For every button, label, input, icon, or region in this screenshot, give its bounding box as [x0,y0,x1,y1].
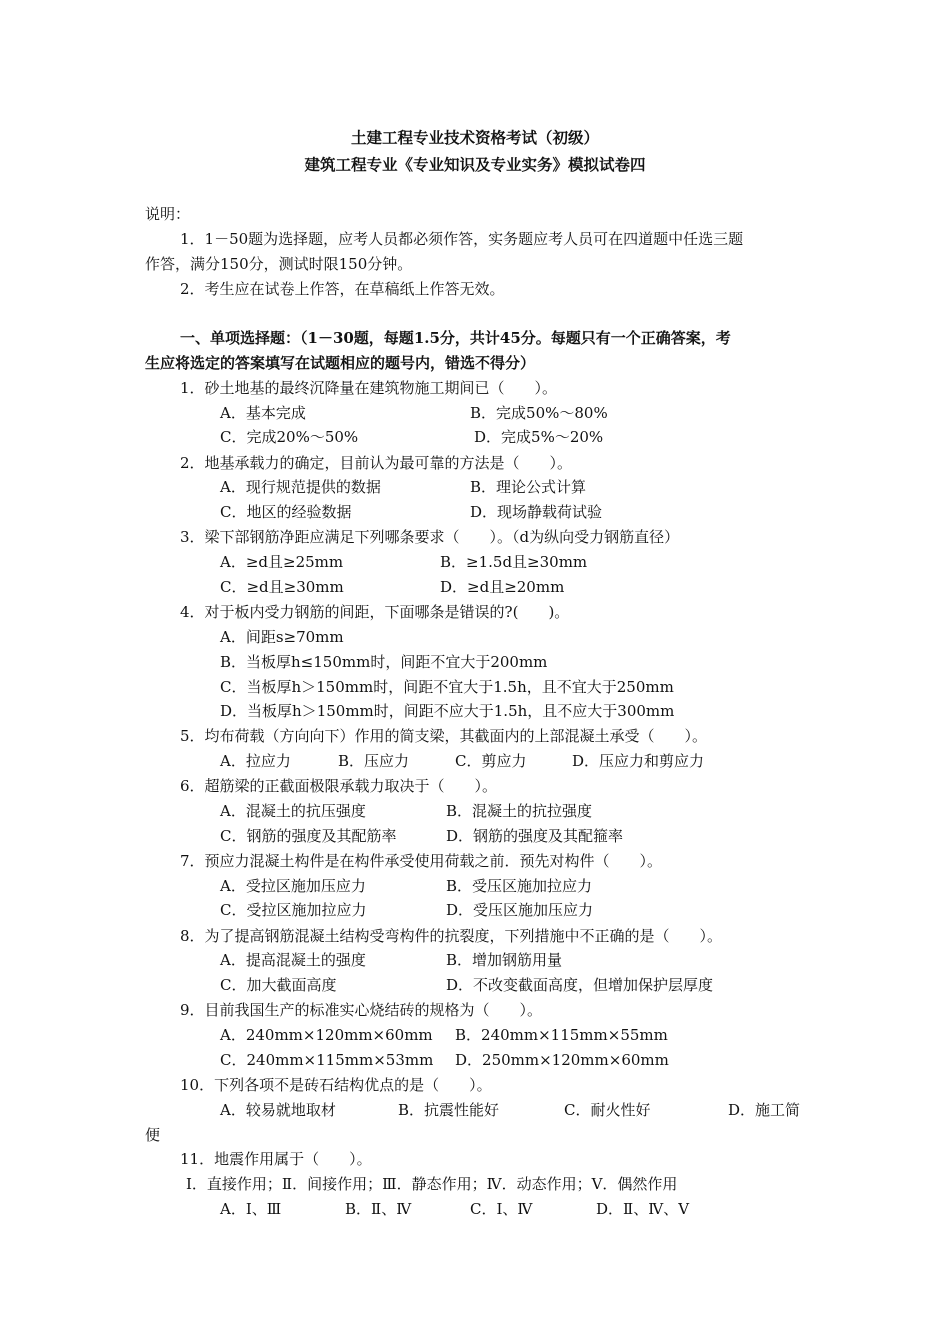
option-b: B．当板厚h≤150mm时，间距不宜大于200mm [220,653,548,671]
option-c: C．耐火性好 [564,1101,651,1119]
option-a: A．混凝土的抗压强度 [220,802,366,820]
question-stem: 6．超筋梁的正截面极限承载力取决于（ ）。 [180,777,498,795]
option-d: D．受压区施加压应力 [446,901,594,919]
question-stem: 7．预应力混凝土构件是在构件承受使用荷载之前．预先对构件（ ）。 [180,852,663,870]
option-a: A．受拉区施加压应力 [220,877,366,895]
section-heading: 一、单项选择题：（1－30题，每题1.5分，共计45分。每题只有一个正确答案，考 [180,329,731,347]
option-c: C．剪应力 [455,752,527,770]
option-b: B．受压区施加拉应力 [446,877,593,895]
option-a: A．240mm×120mm×60mm [220,1026,433,1044]
option-c: C．当板厚h＞150mm时，间距不宜大于1.5h，且不宜大于250mm [220,678,674,696]
option-a: A．基本完成 [220,404,306,422]
option-c: C．加大截面高度 [220,976,337,994]
question-stem: 8．为了提高钢筋混凝土结构受弯构件的抗裂度，下列措施中不正确的是（ ）。 [180,927,723,945]
option-c: C．Ⅰ、Ⅳ [470,1200,533,1218]
question-stem: 2．地基承载力的确定，目前认为最可靠的方法是（ ）。 [180,454,573,472]
option-c: C．受拉区施加拉应力 [220,901,367,919]
option-c: C．≥d且≥30mm [220,578,344,596]
instruction-1: 1．1－50题为选择题，应考人员都必须作答，实务题应考人员可在四道题中任选三题 [180,230,744,248]
option-b: B．增加钢筋用量 [446,951,563,969]
option-a: A．现行规范提供的数据 [220,478,381,496]
option-a: A．间距s≥70mm [220,628,344,646]
question-stem: 11．地震作用属于（ ）。 [180,1150,372,1168]
option-b: B．理论公式计算 [470,478,587,496]
option-a: A．≥d且≥25mm [220,553,344,571]
option-c: C．完成20%～50% [220,428,359,446]
option-c: C．240mm×115mm×53mm [220,1051,434,1069]
option-d: D．施工简 [728,1101,801,1119]
option-b: B．Ⅱ、Ⅳ [345,1200,412,1218]
option-b: B．完成50%～80% [470,404,608,422]
option-d: D．Ⅱ、Ⅳ、Ⅴ [596,1200,690,1218]
question-stem: 5．均布荷载（方向向下）作用的简支梁，其截面内的上部混凝土承受（ ）。 [180,727,708,745]
question-stem: 10．下列各项不是砖石结构优点的是（ ）。 [180,1076,492,1094]
question-stem: 4．对于板内受力钢筋的间距，下面哪条是错误的?( )。 [180,603,570,621]
option-a: A．Ⅰ、Ⅲ [220,1200,282,1218]
option-d: D．压应力和剪应力 [572,752,705,770]
section-heading-cont: 生应将选定的答案填写在试题相应的题号内，错选不得分） [145,354,536,372]
option-d: D．当板厚h＞150mm时，间距不应大于1.5h，且不应大于300mm [220,702,675,720]
option-a: A．拉应力 [220,752,291,770]
option-d-cont: 便 [145,1126,161,1144]
question-stem: 3．梁下部钢筋净距应满足下列哪条要求（ ）。（d为纵向受力钢筋直径） [180,528,680,546]
question-stem: 9．目前我国生产的标准实心烧结砖的规格为（ ）。 [180,1001,543,1019]
instruction-2: 2．考生应在试卷上作答，在草稿纸上作答无效。 [180,280,505,298]
instruction-1-cont: 作答，满分150分，测试时限150分钟。 [145,255,413,273]
question-stem: 1．砂土地基的最终沉降量在建筑物施工期间已（ ）。 [180,379,558,397]
option-b: B．混凝土的抗拉强度 [446,802,593,820]
page-title: 土建工程专业技术资格考试（初级） [350,128,599,147]
question-items: Ⅰ．直接作用；Ⅱ．间接作用；Ⅲ．静态作用；Ⅳ．动态作用；Ⅴ．偶然作用 [186,1175,678,1193]
option-d: D．≥d且≥20mm [440,578,565,596]
option-d: D．现场静载荷试验 [470,503,603,521]
option-d: D．不改变截面高度，但增加保护层厚度 [446,976,714,994]
option-a: A．较易就地取材 [220,1101,336,1119]
option-d: D．250mm×120mm×60mm [455,1051,669,1069]
option-c: C．地区的经验数据 [220,503,352,521]
option-d: D．钢筋的强度及其配箍率 [446,827,624,845]
option-a: A．提高混凝土的强度 [220,951,366,969]
option-b: B．抗震性能好 [398,1101,500,1119]
option-b: B．压应力 [338,752,410,770]
option-b: B．≥1.5d且≥30mm [440,553,588,571]
page-subtitle: 建筑工程专业《专业知识及专业实务》模拟试卷四 [304,155,646,174]
option-c: C．钢筋的强度及其配筋率 [220,827,397,845]
option-d: D．完成5%～20% [474,428,604,446]
option-b: B．240mm×115mm×55mm [455,1026,668,1044]
instructions-label: 说明： [145,205,191,223]
